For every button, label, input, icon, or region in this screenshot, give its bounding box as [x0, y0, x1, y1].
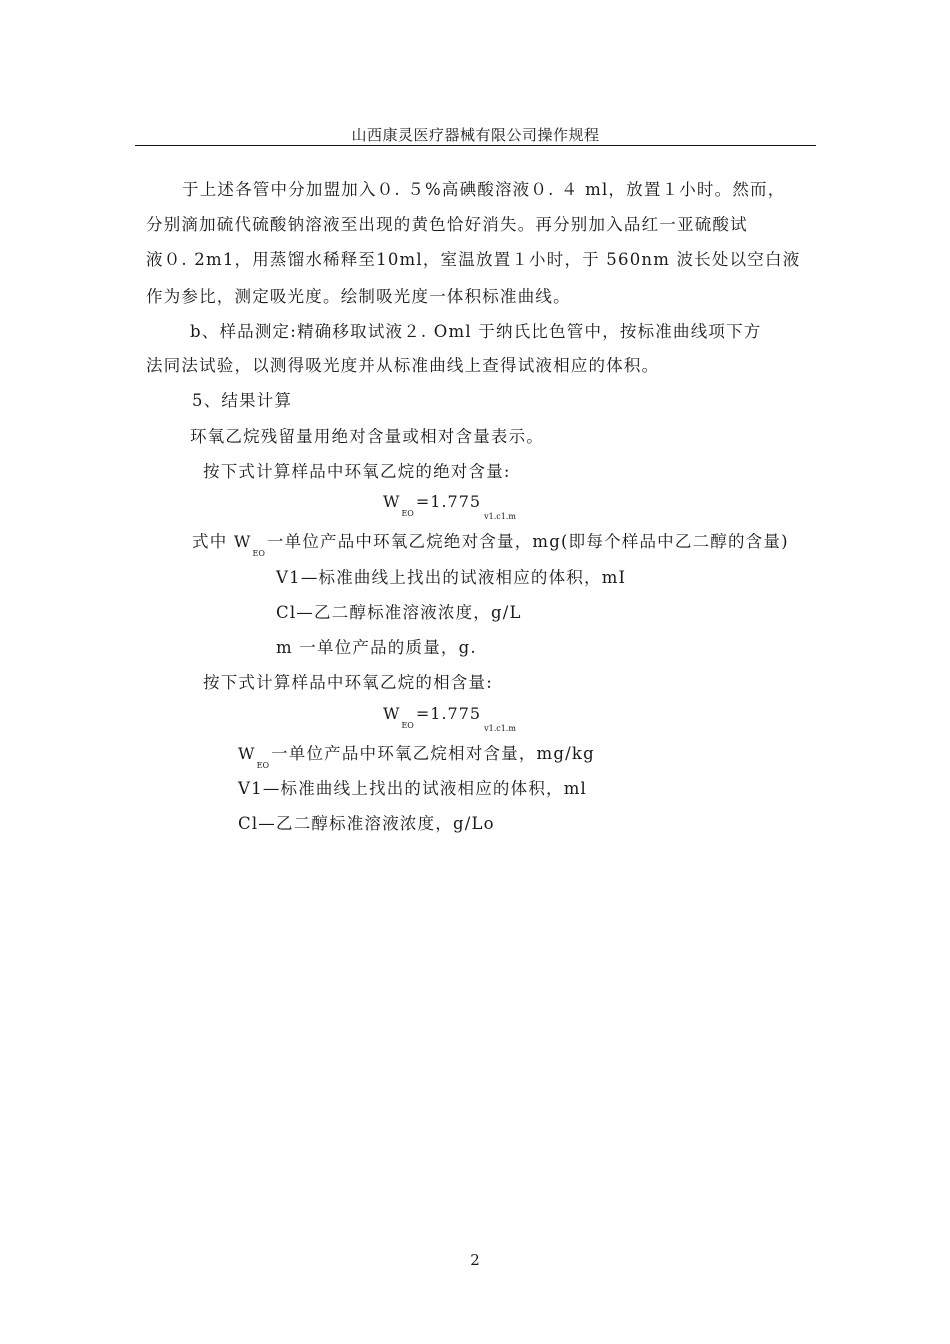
paragraph-line: 按下式计算样品中环氧乙烷的绝对含量:	[203, 462, 511, 481]
paragraph-line: 分别滴加硫代硫酸钠溶液至出现的黄色恰好消失。再分别加入品红一亚硫酸试	[146, 215, 748, 234]
header-rule	[135, 145, 816, 146]
formula-denominator: v1.c1.m	[484, 512, 516, 521]
formula-variable: W	[238, 744, 256, 763]
definition-line: V1—标准曲线上找出的试液相应的体积，mI	[276, 568, 627, 587]
formula-variable: W	[383, 704, 401, 723]
definition-text: 一单位产品中环氧乙烷绝对含量，mg(即每个样品中乙二醇的含量)	[266, 532, 789, 551]
definition-prefix: 式中	[192, 532, 234, 551]
paragraph-line: 法同法试验，以测得吸光度并从标准曲线上查得试液相应的体积。	[146, 356, 660, 375]
page-number: 2	[470, 1251, 480, 1269]
definition-text: 一单位产品中环氧乙烷相对含量，mg/kg	[271, 744, 595, 763]
definition-line: m 一单位产品的质量，g.	[276, 638, 477, 657]
paragraph-line: 液０. 2m1，用蒸馏水稀释至10ml，室温放置１小时，于 560nm 波长处以空白液	[146, 250, 801, 269]
definition-line: Cl—乙二醇标准溶液浓度，g/L	[276, 603, 522, 622]
paragraph-line: 环氧乙烷残留量用绝对含量或相对含量表示。	[190, 427, 544, 446]
formula-subscript: EO	[252, 549, 265, 558]
definition-line: Cl—乙二醇标准溶液浓度，g/Lo	[238, 814, 495, 833]
formula-variable: W	[233, 532, 252, 551]
formula-absolute	[383, 492, 516, 521]
formula-variable: W	[383, 492, 401, 511]
formula-relative	[383, 704, 516, 733]
paragraph-line: 于上述各管中分加盟加入０. ５%高碘酸溶液０. ４ ml，放置１小时。然而，	[182, 180, 786, 199]
section-heading: 5、结果计算	[192, 391, 293, 410]
formula-subscript: EO	[401, 509, 414, 518]
formula-denominator: v1.c1.m	[484, 724, 516, 733]
paragraph-line: 按下式计算样品中环氧乙烷的相含量:	[203, 673, 493, 692]
definition-line	[192, 528, 789, 558]
definition-line: V1—标准曲线上找出的试液相应的体积，ml	[238, 779, 588, 798]
paragraph-line: 作为参比，测定吸光度。绘制吸光度一体积标准曲线。	[146, 287, 571, 306]
formula-subscript: EO	[256, 761, 270, 770]
formula-rhs: =1.775	[415, 704, 482, 723]
paragraph-line: b、样品测定:精确移取试液２. Oml 于纳氏比色管中，按标准曲线项下方	[190, 322, 762, 341]
formula-rhs: =1.775	[415, 492, 482, 511]
definition-line	[238, 740, 595, 770]
formula-subscript: EO	[401, 721, 414, 730]
page-header-title: 山西康灵医疗器械有限公司操作规程	[351, 126, 600, 144]
